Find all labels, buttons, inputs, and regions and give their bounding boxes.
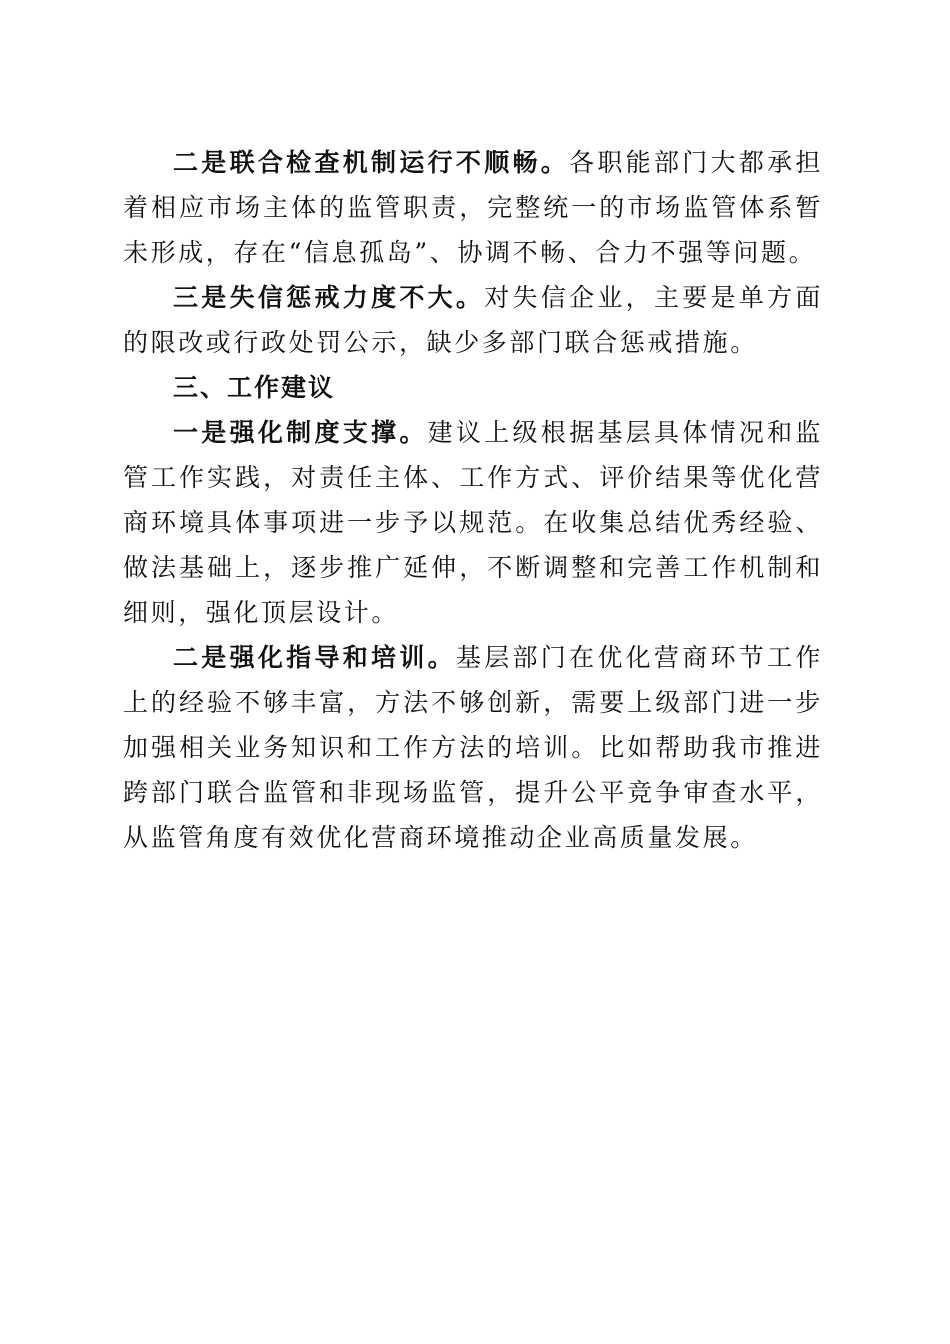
paragraph-lead: 二是联合检查机制运行不顺畅。 bbox=[173, 148, 570, 177]
paragraph-lead: 二是强化指导和培训。 bbox=[173, 643, 456, 672]
paragraph-joint-inspection bbox=[123, 140, 823, 275]
paragraph-guidance-training bbox=[123, 635, 823, 860]
paragraph-text: 各职能部门大都承担着相应市场主体的监管职责，完整统一的市场监管体系暂未形成，存在“信息孤岛”、协调不畅、合力不强等问题。 bbox=[123, 148, 824, 267]
paragraph-text: 对失信企业，主要是单方面的限改或行政处罚公示，缺少多部门联合惩戒措施。 bbox=[123, 283, 823, 357]
section-heading: 三、工作建议 bbox=[173, 373, 336, 402]
paragraph-credit-punishment bbox=[123, 275, 823, 365]
paragraph-lead: 三是失信惩戒力度不大。 bbox=[173, 283, 485, 312]
paragraph-text: 建议上级根据基层具体情况和监管工作实践，对责任主体、工作方式、评价结果等优化营商环境具体事项进一步予以规范。在收集总结优秀经验、做法基础上，逐步推广延伸，不断调整和完善工作机制和细则，强化顶层设计。 bbox=[123, 418, 824, 627]
paragraph-text: 基层部门在优化营商环节工作上的经验不够丰富，方法不够创新，需要上级部门进一步加强相关业务知识和工作方法的培训。比如帮助我市推进跨部门联合监管和非现场监管，提升公平竞争审查水平，从监管角度有效优化营商环境推动企业高质量发展。 bbox=[123, 643, 823, 852]
paragraph-system-support bbox=[123, 410, 823, 635]
document-body bbox=[123, 140, 823, 860]
paragraph-lead: 一是强化制度支撑。 bbox=[173, 418, 428, 447]
